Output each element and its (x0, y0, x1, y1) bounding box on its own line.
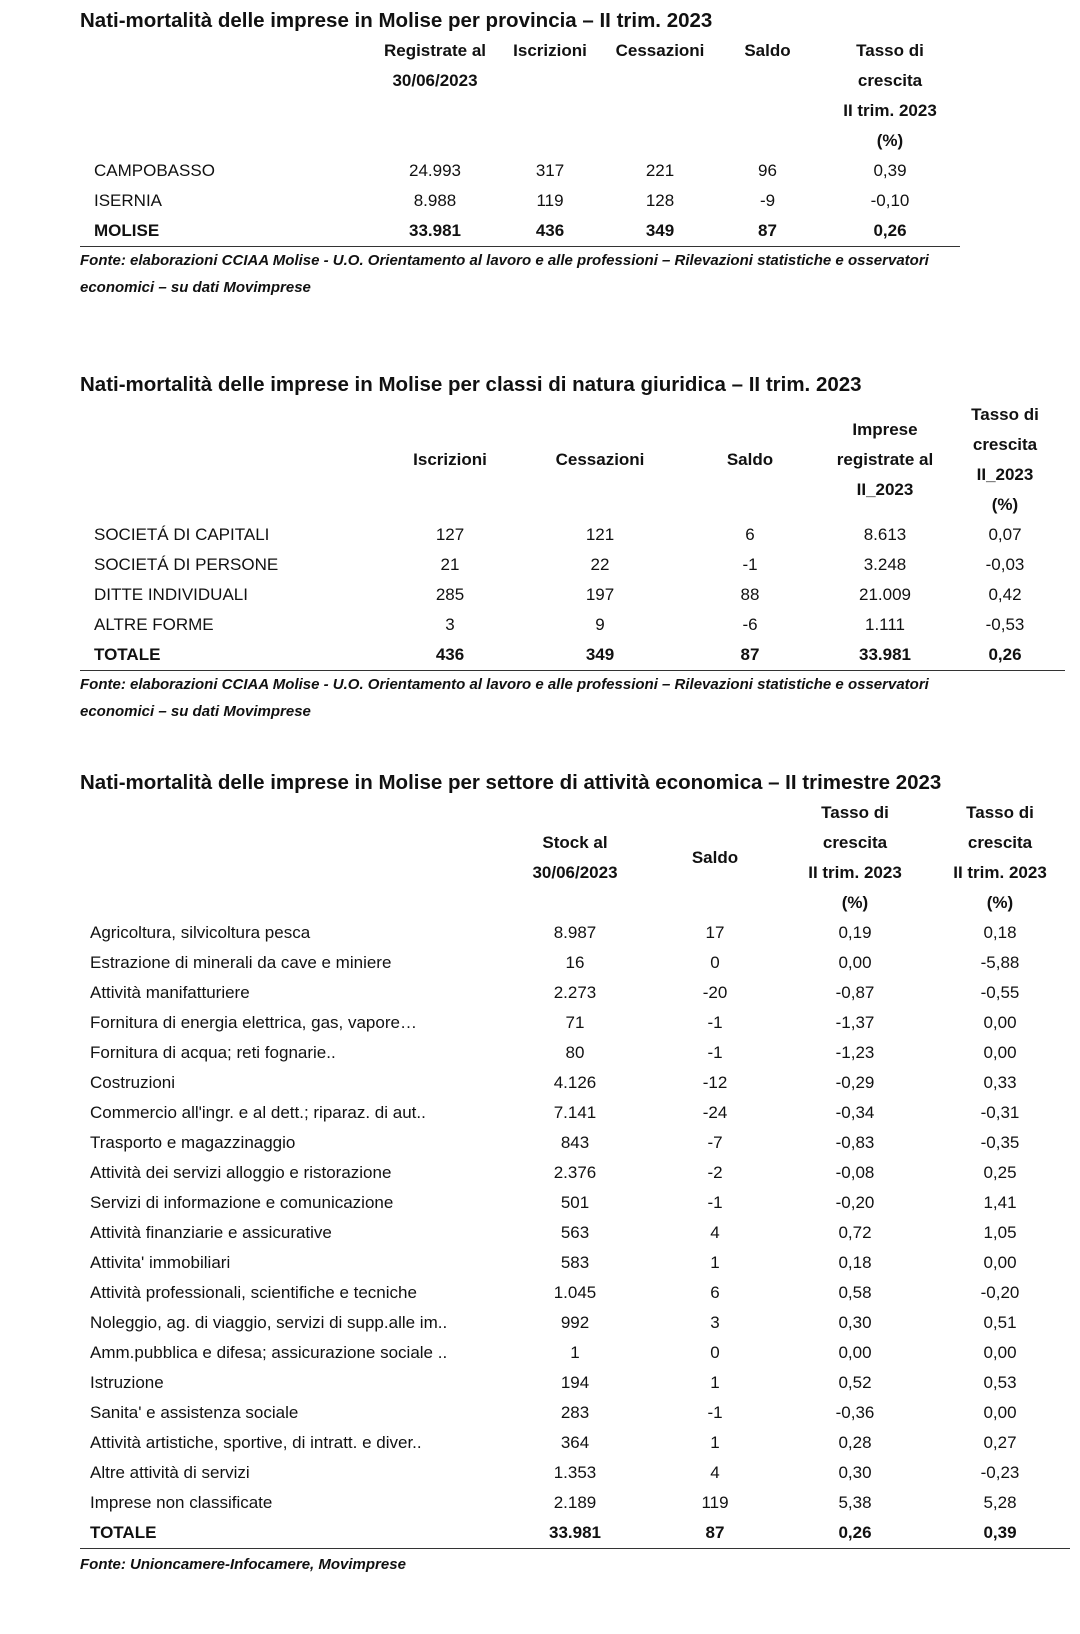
table1-section (80, 6, 1012, 301)
table1-title: Nati-mortalità delle imprese in Molise per provincia – II trim. 2023 (80, 9, 713, 32)
table3-header-stock: Stock al 30/06/2023 (532, 833, 618, 882)
table-row: Commercio all'ingr. e al dett.; riparaz. di aut.. 7.141 -24 -0,34 -0,31 (90, 1103, 1020, 1122)
table-row: Fornitura di acqua; reti fognarie.. 80 -1 -1,23 0,00 (90, 1043, 1017, 1062)
table3-header-tasso-2: Tasso di crescita II trim. 2023 (%) (953, 803, 1047, 912)
table-row: Attività dei servizi alloggio e ristorazione 2.376 -2 -0,08 0,25 (90, 1163, 1017, 1182)
table-row: Sanita' e assistenza sociale 283 -1 -0,36 0,00 (90, 1403, 1017, 1422)
table-row: Attività artistiche, sportive, di intratt. e diver.. 364 1 0,28 0,27 (90, 1433, 1017, 1452)
table3-total-row: TOTALE 33.981 87 0,26 0,39 (80, 1518, 1070, 1549)
table2-header-saldo: Saldo (726, 450, 774, 469)
table-row: Amm.pubblica e difesa; assicurazione sociale .. 1 0 0,00 0,00 (90, 1343, 1017, 1362)
table-row: SOCIETÁ DI CAPITALI 127 121 6 8.613 0,07 (94, 525, 1022, 544)
table-row: Agricoltura, silvicoltura pesca 8.987 17 0,19 0,18 (90, 923, 1017, 942)
table-row: Attivita' immobiliari 583 1 0,18 0,00 (90, 1253, 1017, 1272)
table1-header-row (80, 36, 960, 156)
table-row: DITTE INDIVIDUALI 285 197 88 21.009 0,42 (94, 585, 1022, 604)
table-row: ALTRE FORME 3 9 -6 1.111 -0,53 (94, 615, 1025, 634)
table1-header-registrate: Registrate al 30/06/2023 (383, 41, 487, 90)
table2-header-imprese: Imprese registrate al II_2023 (836, 420, 934, 499)
table2-header-row (80, 400, 1065, 520)
table3-header-row (80, 798, 1070, 918)
table-row: CAMPOBASSO 24.993 317 221 96 0,39 (94, 161, 907, 180)
table1-header-iscrizioni: Iscrizioni (513, 41, 587, 60)
table1-header-saldo: Saldo (744, 41, 791, 60)
table3-header-tasso-1: Tasso di crescita II trim. 2023 (%) (808, 803, 902, 912)
table-row: Noleggio, ag. di viaggio, servizi di supp.alle im.. 992 3 0,30 0,51 (90, 1313, 1017, 1332)
table2-source: Fonte: elaborazioni CCIAA Molise - U.O. Orientamento al lavoro e alle professioni – Rilevazioni statistiche e osservatori economici – su dati Movimprese (80, 676, 929, 720)
table1-header-cessazioni: Cessazioni (615, 41, 705, 60)
table3-body (80, 918, 1070, 1549)
table2-header-iscrizioni: Iscrizioni (413, 450, 487, 469)
table-row: SOCIETÁ DI PERSONE 21 22 -1 3.248 -0,03 (94, 555, 1025, 574)
table2 (80, 400, 1065, 671)
table-row: Trasporto e magazzinaggio 843 -7 -0,83 -0,35 (90, 1133, 1020, 1152)
table-row: ISERNIA 8.988 119 128 -9 -0,10 (94, 191, 910, 210)
table-row: Servizi di informazione e comunicazione 501 -1 -0,20 1,41 (90, 1193, 1017, 1212)
table2-title: Nati-mortalità delle imprese in Molise per classi di natura giuridica – II trim. 2023 (80, 373, 862, 396)
table-row: Attività manifatturiere 2.273 -20 -0,87 -0,55 (90, 983, 1020, 1002)
table-row: Imprese non classificate 2.189 119 5,38 5,28 (90, 1493, 1017, 1512)
table-row: Estrazione di minerali da cave e miniere 16 0 0,00 -5,88 (90, 953, 1020, 972)
table-row: Attività finanziarie e assicurative 563 4 0,72 1,05 (90, 1223, 1017, 1242)
table1-header-tasso: Tasso di crescita II trim. 2023 (%) (843, 41, 937, 150)
table1-total-row: MOLISE 33.981 436 349 87 0,26 (80, 216, 960, 247)
table2-header-cessazioni: Cessazioni (555, 450, 645, 469)
table1 (80, 36, 960, 247)
table3-section (80, 768, 1070, 1578)
table2-section (80, 370, 1065, 725)
table3-header-saldo: Saldo (691, 848, 739, 867)
table-row: Attività professionali, scientifiche e tecniche 1.045 6 0,58 -0,20 (90, 1283, 1020, 1302)
table-row: Istruzione 194 1 0,52 0,53 (90, 1373, 1017, 1392)
table-row: Costruzioni 4.126 -12 -0,29 0,33 (90, 1073, 1017, 1092)
table-row: Altre attività di servizi 1.353 4 0,30 -0,23 (90, 1463, 1020, 1482)
table-row: Fornitura di energia elettrica, gas, vapore… 71 -1 -1,37 0,00 (90, 1013, 1017, 1032)
table3-source: Fonte: Unioncamere-Infocamere, Movimprese (80, 1556, 406, 1573)
table3-title: Nati-mortalità delle imprese in Molise per settore di attività economica – II trimestre 2023 (80, 771, 942, 794)
table1-source: Fonte: elaborazioni CCIAA Molise - U.O. Orientamento al lavoro e alle professioni – Rilevazioni statistiche e osservatori economici – su dati Movimprese (80, 252, 929, 296)
table3 (80, 798, 1070, 1549)
table2-header-tasso: Tasso di crescita II_2023 (%) (971, 405, 1039, 514)
table2-total-row: TOTALE 436 349 87 33.981 0,26 (80, 640, 1065, 671)
